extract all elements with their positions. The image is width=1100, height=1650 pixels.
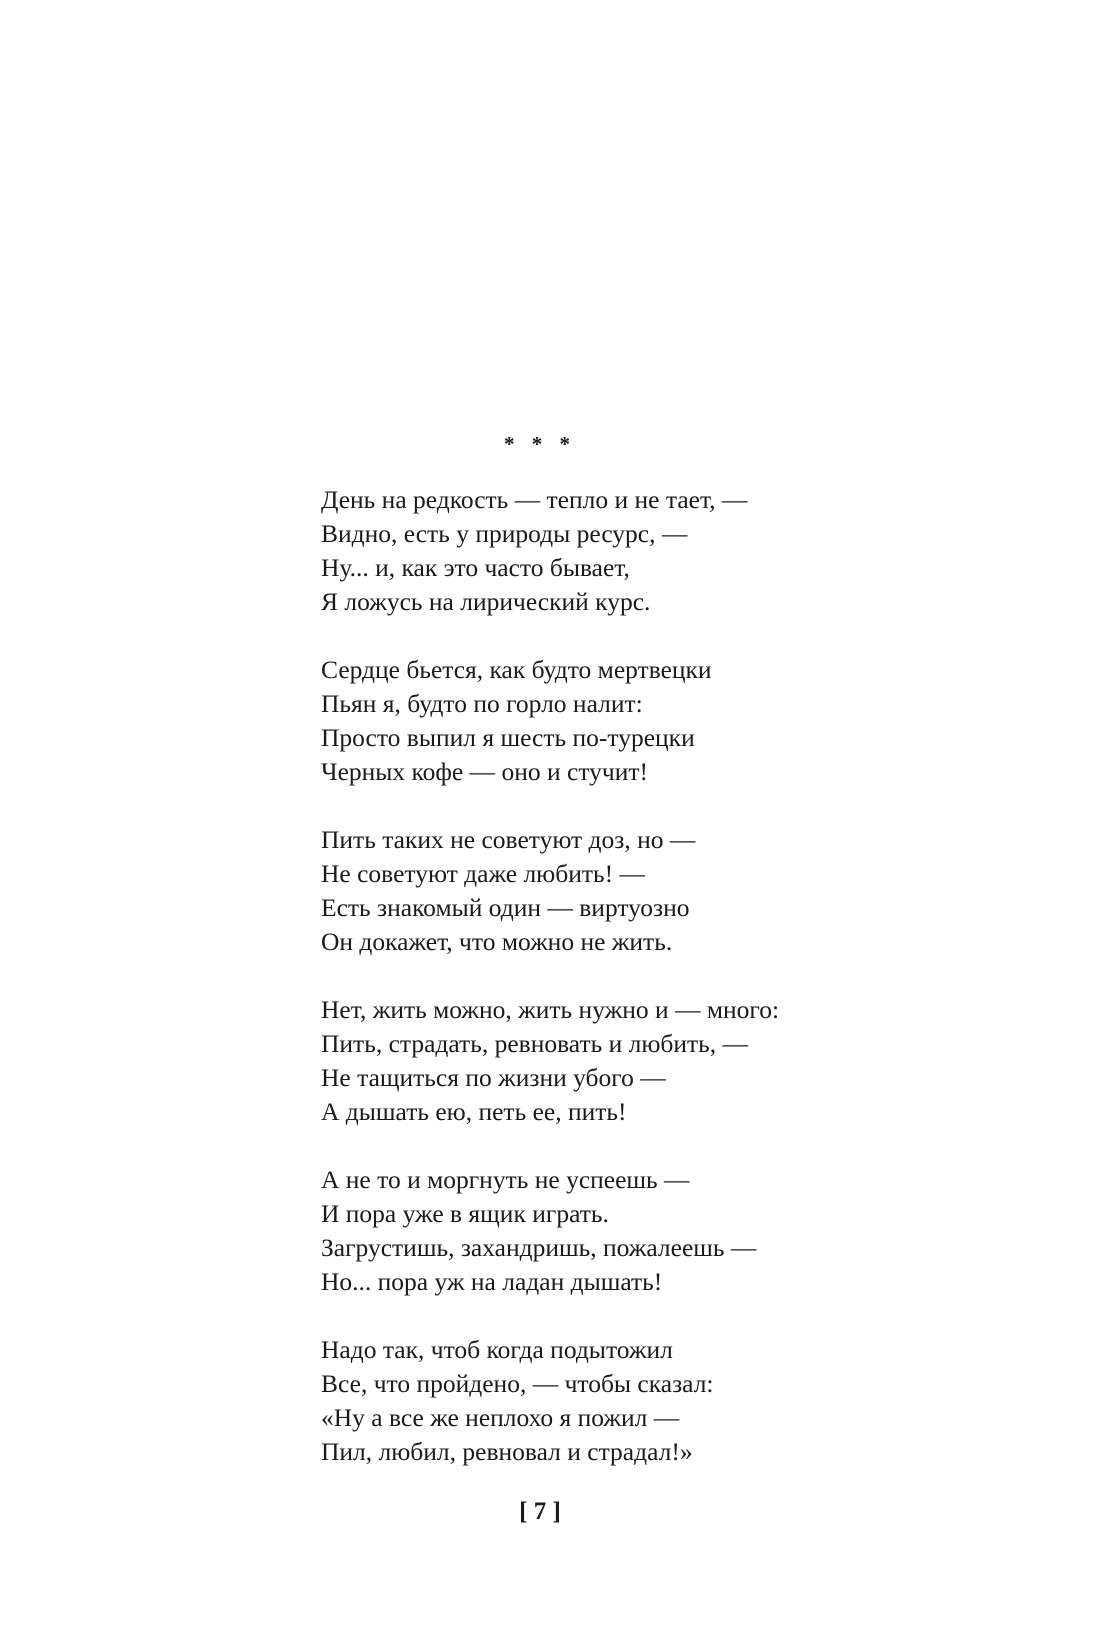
poem-line: Пил, любил, ревновал и страдал!» — [321, 1437, 693, 1466]
stanza-separator: * * * — [504, 432, 576, 456]
poem-line: День на редкость — тепло и не тает, — — [321, 485, 748, 514]
poem-line: Загрустишь, захандришь, пожалеешь — — [321, 1233, 757, 1262]
stanza-2 — [321, 653, 1021, 789]
stanza-3 — [321, 823, 1021, 959]
poem-line: Нет, жить можно, жить нужно и — много: — [321, 995, 780, 1024]
poem-line: Есть знакомый один — виртуозно — [321, 893, 690, 922]
poem-line: А не то и моргнуть не успеешь — — [321, 1165, 690, 1194]
poem-line: Надо так, чтоб когда подытожил — [321, 1335, 673, 1364]
stanza-5 — [321, 1163, 1021, 1299]
page-number: [ 7 ] — [519, 1498, 561, 1525]
poem — [321, 483, 1021, 1503]
poem-line: Сердце бьется, как будто мертвецки — [321, 655, 712, 684]
poem-line: Не тащиться по жизни убого — — [321, 1063, 666, 1092]
poem-line: Видно, есть у природы ресурс, — — [321, 519, 688, 548]
poem-line: Просто выпил я шесть по-турецки — [321, 723, 695, 752]
poem-line: Но... пора уж на ладан дышать! — [321, 1267, 663, 1296]
poem-line: Он докажет, что можно не жить. — [321, 927, 673, 956]
poem-line: Все, что пройдено, — чтобы сказал: — [321, 1369, 714, 1398]
poem-line: Пить, страдать, ревновать и любить, — — [321, 1029, 749, 1058]
poem-line: И пора уже в ящик играть. — [321, 1199, 609, 1228]
poem-line: Я ложусь на лирический курс. — [321, 587, 651, 616]
poem-line: Черных кофе — оно и стучит! — [321, 757, 649, 786]
poem-line: Пьян я, будто по горло налит: — [321, 689, 643, 718]
stanza-6 — [321, 1333, 1021, 1469]
stanza-4 — [321, 993, 1021, 1129]
poem-line: Ну... и, как это часто бывает, — [321, 553, 630, 582]
poem-line: Не советуют даже любить! — — [321, 859, 645, 888]
poem-line: А дышать ею, петь ее, пить! — [321, 1097, 627, 1126]
stanza-1 — [321, 483, 1021, 619]
poem-line: «Ну а все же неплохо я пожил — — [321, 1403, 680, 1432]
poem-line: Пить таких не советуют доз, но — — [321, 825, 696, 854]
